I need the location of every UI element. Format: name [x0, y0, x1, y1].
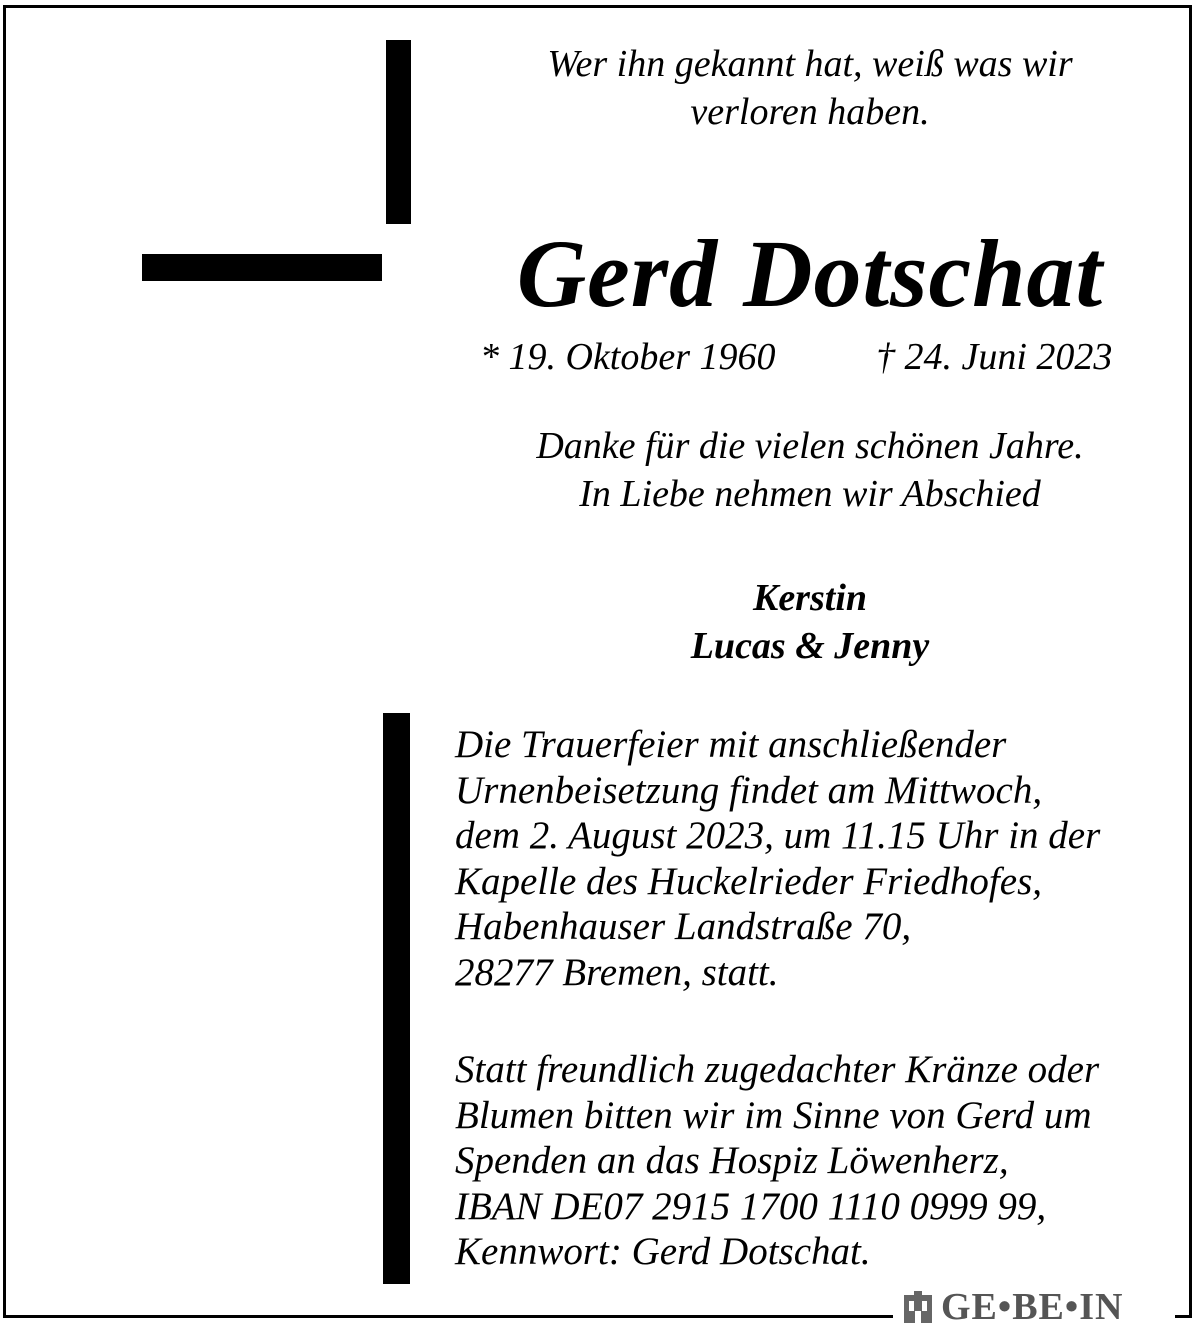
- donation-line: IBAN DE07 2915 1700 1110 0999 99,: [455, 1184, 1047, 1228]
- gebein-logo: [893, 1285, 1175, 1328]
- quote-line: Wer ihn gekannt hat, weiß was wir: [547, 43, 1073, 85]
- deceased-name: Gerd Dotschat: [516, 220, 1104, 327]
- birth-date: * 19. Oktober 1960: [480, 336, 776, 378]
- ceremony-details: [455, 722, 1185, 995]
- donation-request: [455, 1047, 1185, 1275]
- cross-upper-beam: [386, 40, 411, 224]
- ceremony-line: Kapelle des Huckelrieder Friedhofes,: [455, 859, 1042, 903]
- family-line: Lucas & Jenny: [690, 625, 930, 667]
- donation-line: Kennwort: Gerd Dotschat.: [455, 1230, 871, 1273]
- cross-horizontal-beam: [142, 254, 382, 281]
- family-line: Kerstin: [752, 577, 868, 619]
- building-icon: [903, 1291, 933, 1323]
- cross-lower-beam: [383, 713, 410, 1284]
- memorial-quote: [470, 40, 1150, 136]
- quote-line: verloren haben.: [690, 91, 930, 133]
- ceremony-line: Die Trauerfeier mit anschließender: [455, 723, 1007, 766]
- ceremony-line: Urnenbeisetzung findet am Mittwoch,: [455, 768, 1043, 812]
- donation-line: Blumen bitten wir im Sinne von Gerd um: [455, 1093, 1092, 1137]
- donation-line: Statt freundlich zugedachter Kränze oder: [455, 1048, 1100, 1091]
- death-date: † 24. Juni 2023: [876, 336, 1113, 378]
- thanks-message: [470, 422, 1150, 518]
- thanks-line: In Liebe nehmen wir Abschied: [579, 473, 1041, 515]
- ceremony-line: Habenhauser Landstraße 70,: [455, 905, 912, 948]
- ceremony-line: 28277 Bremen, statt.: [455, 950, 779, 994]
- logo-text: GE•BE•IN: [941, 1285, 1124, 1328]
- donation-line: Spenden an das Hospiz Löwenherz,: [455, 1139, 1009, 1182]
- ceremony-line: dem 2. August 2023, um 11.15 Uhr in der: [455, 814, 1101, 857]
- thanks-line: Danke für die vielen schönen Jahre.: [536, 425, 1084, 467]
- family-names: [470, 574, 1150, 670]
